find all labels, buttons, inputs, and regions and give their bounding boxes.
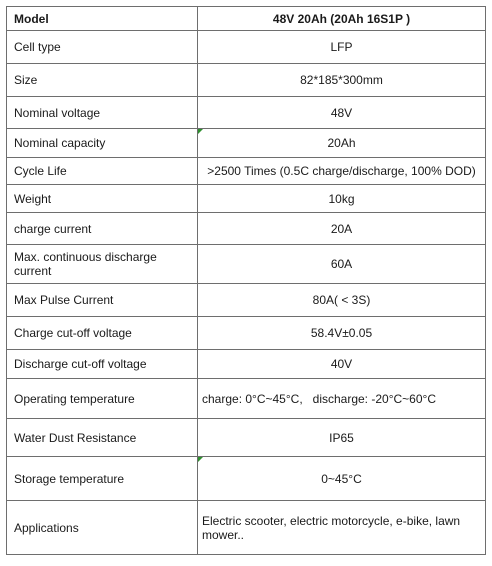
row-value-cell: LFP (198, 31, 486, 64)
row-label-cell: Max Pulse Current (7, 284, 198, 317)
row-value-cell: 60A (198, 245, 486, 284)
row-label-cell: Max. continuous discharge current (7, 245, 198, 284)
table-row (7, 284, 486, 317)
table-row (7, 129, 486, 158)
table-row (7, 185, 486, 213)
green-corner-marker (198, 129, 203, 134)
table-row (7, 97, 486, 129)
table-row (7, 64, 486, 97)
row-label-cell: Nominal capacity (7, 129, 198, 158)
table-row (7, 213, 486, 245)
row-value-cell: IP65 (198, 419, 486, 457)
green-corner-marker (198, 457, 203, 462)
row-label-cell: Cycle Life (7, 158, 198, 185)
row-label-cell: Cell type (7, 31, 198, 64)
row-label-cell: Size (7, 64, 198, 97)
table-header-row (7, 7, 486, 31)
row-value-cell (198, 129, 486, 158)
table-row (7, 350, 486, 379)
row-value-cell: 82*185*300mm (198, 64, 486, 97)
row-value-cell: >2500 Times (0.5C charge/discharge, 100% DOD) (198, 158, 486, 185)
row-value-cell: 80A( < 3S) (198, 284, 486, 317)
row-label-cell: Charge cut-off voltage (7, 317, 198, 350)
table-row (7, 379, 486, 419)
table-row (7, 158, 486, 185)
table-row (7, 245, 486, 284)
row-label-cell: charge current (7, 213, 198, 245)
row-value-cell (198, 457, 486, 501)
row-value-cell: 58.4V±0.05 (198, 317, 486, 350)
table-row (7, 457, 486, 501)
table-row (7, 317, 486, 350)
header-value-cell: 48V 20Ah (20Ah 16S1P ) (198, 7, 486, 31)
row-label-cell: Discharge cut-off voltage (7, 350, 198, 379)
header-label-cell: Model (7, 7, 198, 31)
row-value-cell: 40V (198, 350, 486, 379)
row-label-cell: Nominal voltage (7, 97, 198, 129)
battery-spec-table (6, 6, 486, 555)
row-value-text: 20Ah (327, 136, 356, 150)
row-label-cell: Applications (7, 501, 198, 555)
row-value-cell: 48V (198, 97, 486, 129)
row-label-cell: Weight (7, 185, 198, 213)
row-value-cell: Electric scooter, electric motorcycle, e-bike, lawn mower.. (198, 501, 486, 555)
row-label-cell: Operating temperature (7, 379, 198, 419)
table-row (7, 419, 486, 457)
row-label-cell: Storage temperature (7, 457, 198, 501)
row-label-cell: Water Dust Resistance (7, 419, 198, 457)
row-value-text: 0~45°C (321, 471, 362, 486)
table-row (7, 501, 486, 555)
table-row (7, 31, 486, 64)
row-value-cell: charge: 0°C~45°C, discharge: -20°C~60°C (198, 379, 486, 419)
row-value-cell: 20A (198, 213, 486, 245)
row-value-cell: 10kg (198, 185, 486, 213)
